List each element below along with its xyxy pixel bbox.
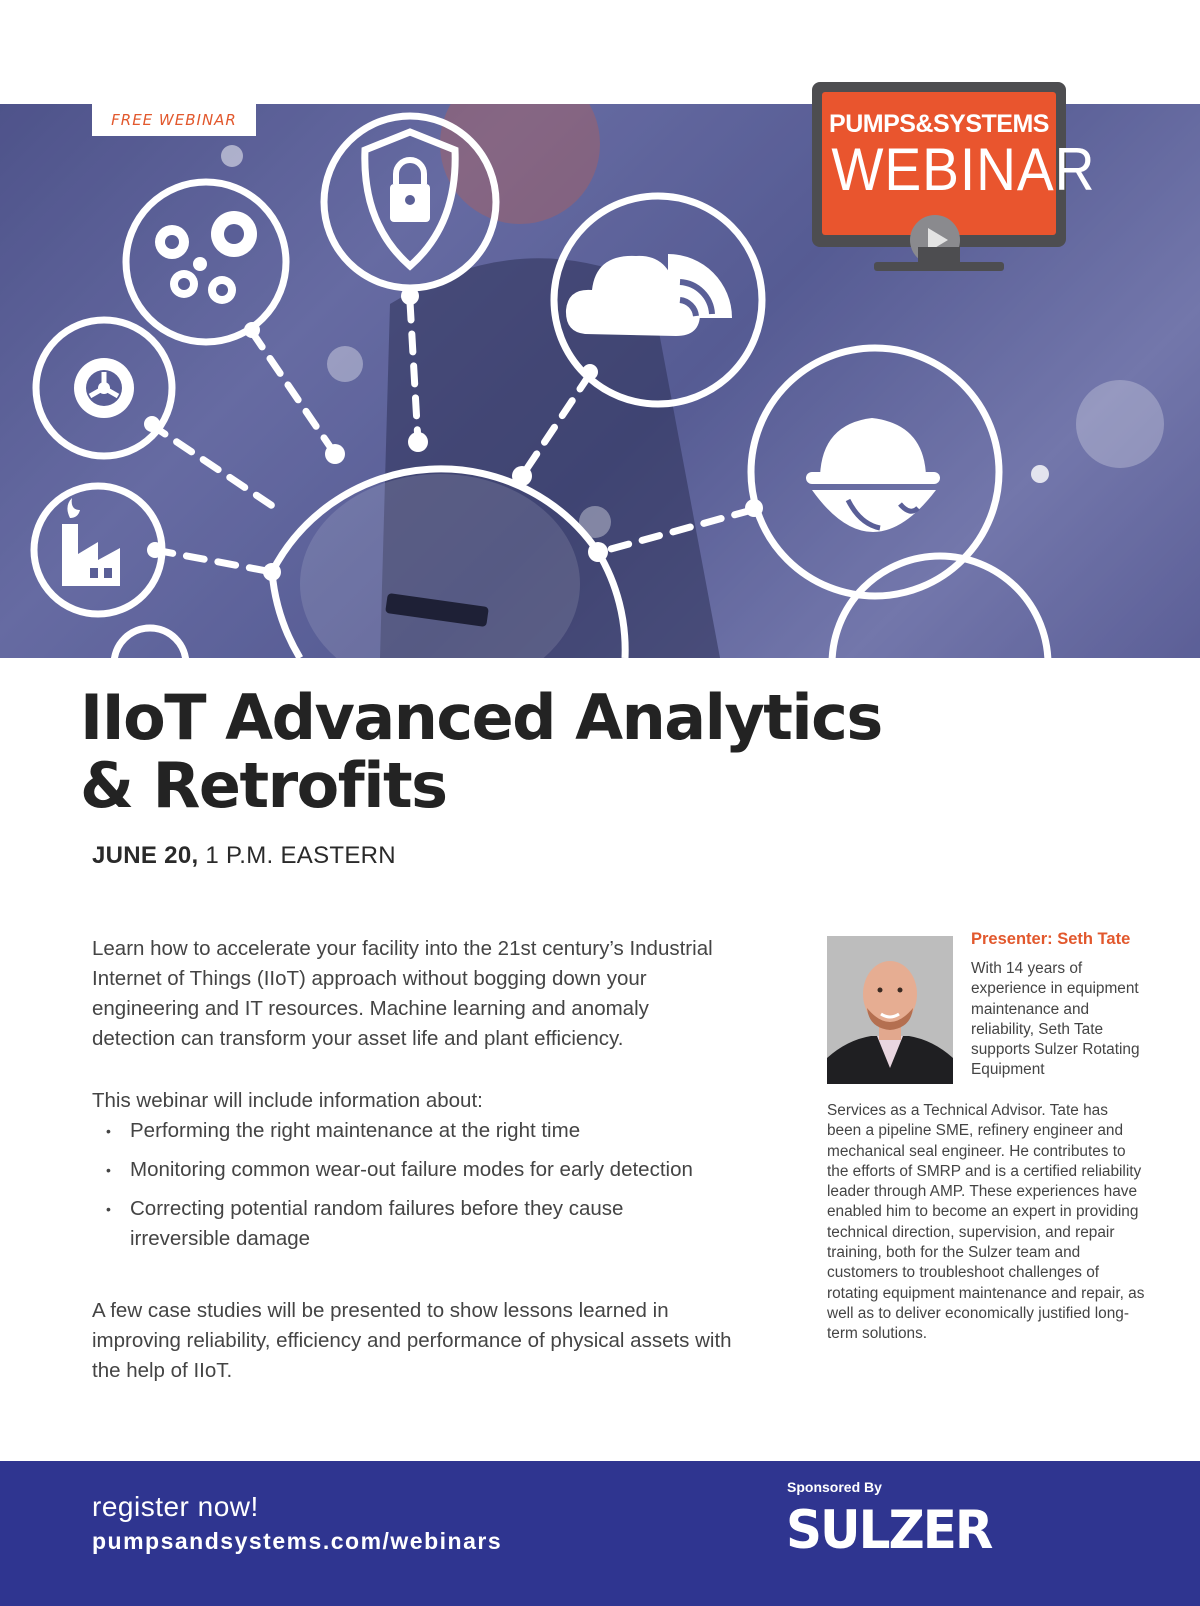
presenter-portrait xyxy=(827,936,953,1084)
sponsored-by-label: Sponsored By xyxy=(787,1479,882,1495)
free-webinar-tag: FREE WEBINAR xyxy=(92,104,256,136)
title-line-1: IIoT Advanced Analytics xyxy=(80,681,882,754)
list-intro: This webinar will include information about: xyxy=(92,1089,483,1112)
presenter-label: Presenter: Seth Tate xyxy=(971,930,1131,948)
webinar-link[interactable]: pumpsandsystems.com/webinars xyxy=(92,1528,503,1554)
list-item: • Correcting potential random failures before they cause irreversible damage xyxy=(106,1194,646,1254)
monitor-screen xyxy=(822,92,1096,235)
closing-paragraph: A few case studies will be presented to show lessons learned in improving reliability, efficiency and performance of physical assets with the help of IIoT. xyxy=(92,1299,732,1382)
monitor-base xyxy=(874,262,1004,271)
intro-paragraph: Learn how to accelerate your facility into the 21st century’s Industrial Internet of Things (IIoT) approach without bogging down your engineering and IT resources. Machine learning and anomaly detection can transform your asset life and plant efficiency. xyxy=(92,937,713,1050)
list-item: • Monitoring common wear-out failure modes for early detection xyxy=(106,1155,726,1185)
footer-bar xyxy=(0,1461,1200,1606)
sulzer-logo: SULZER xyxy=(786,1499,992,1561)
event-date-day: JUNE 20, xyxy=(92,842,199,869)
presenter-bio-part-2: Services as a Technical Advisor. Tate has been a pipeline SME, refinery engineer and mechanical seal engineer. He contributes to the efforts of SMRP and is a certified reliability leader through AMP. These experiences have enabled him to become an expert in providing technical direction, supervision, and repair training, both for the Sulzer team and customers to troubleshoot challenges of rotating equipment maintenance and repair, as well as to deliver economically justified long-term solutions. xyxy=(827,1102,1145,1343)
register-cta[interactable]: register now! xyxy=(92,1491,259,1522)
event-time: 1 P.M. EASTERN xyxy=(205,842,396,869)
topic-list xyxy=(106,1116,726,1263)
list-item: • Performing the right maintenance at the right time xyxy=(106,1116,726,1146)
title-line-2: & Retrofits xyxy=(80,749,447,822)
page-title xyxy=(80,681,882,822)
event-date xyxy=(92,842,396,870)
pumps-systems-webinar-logo xyxy=(812,82,1096,276)
logo-webinar-text: WEBINAR xyxy=(831,136,1096,203)
logo-brand-text: PUMPS&SYSTEMS xyxy=(829,110,1049,138)
presenter-photo xyxy=(827,936,953,1084)
presenter-bio-part-1: With 14 years of experience in equipment maintenance and reliability, Seth Tate supports Sulzer Rotating Equipment xyxy=(971,960,1140,1079)
